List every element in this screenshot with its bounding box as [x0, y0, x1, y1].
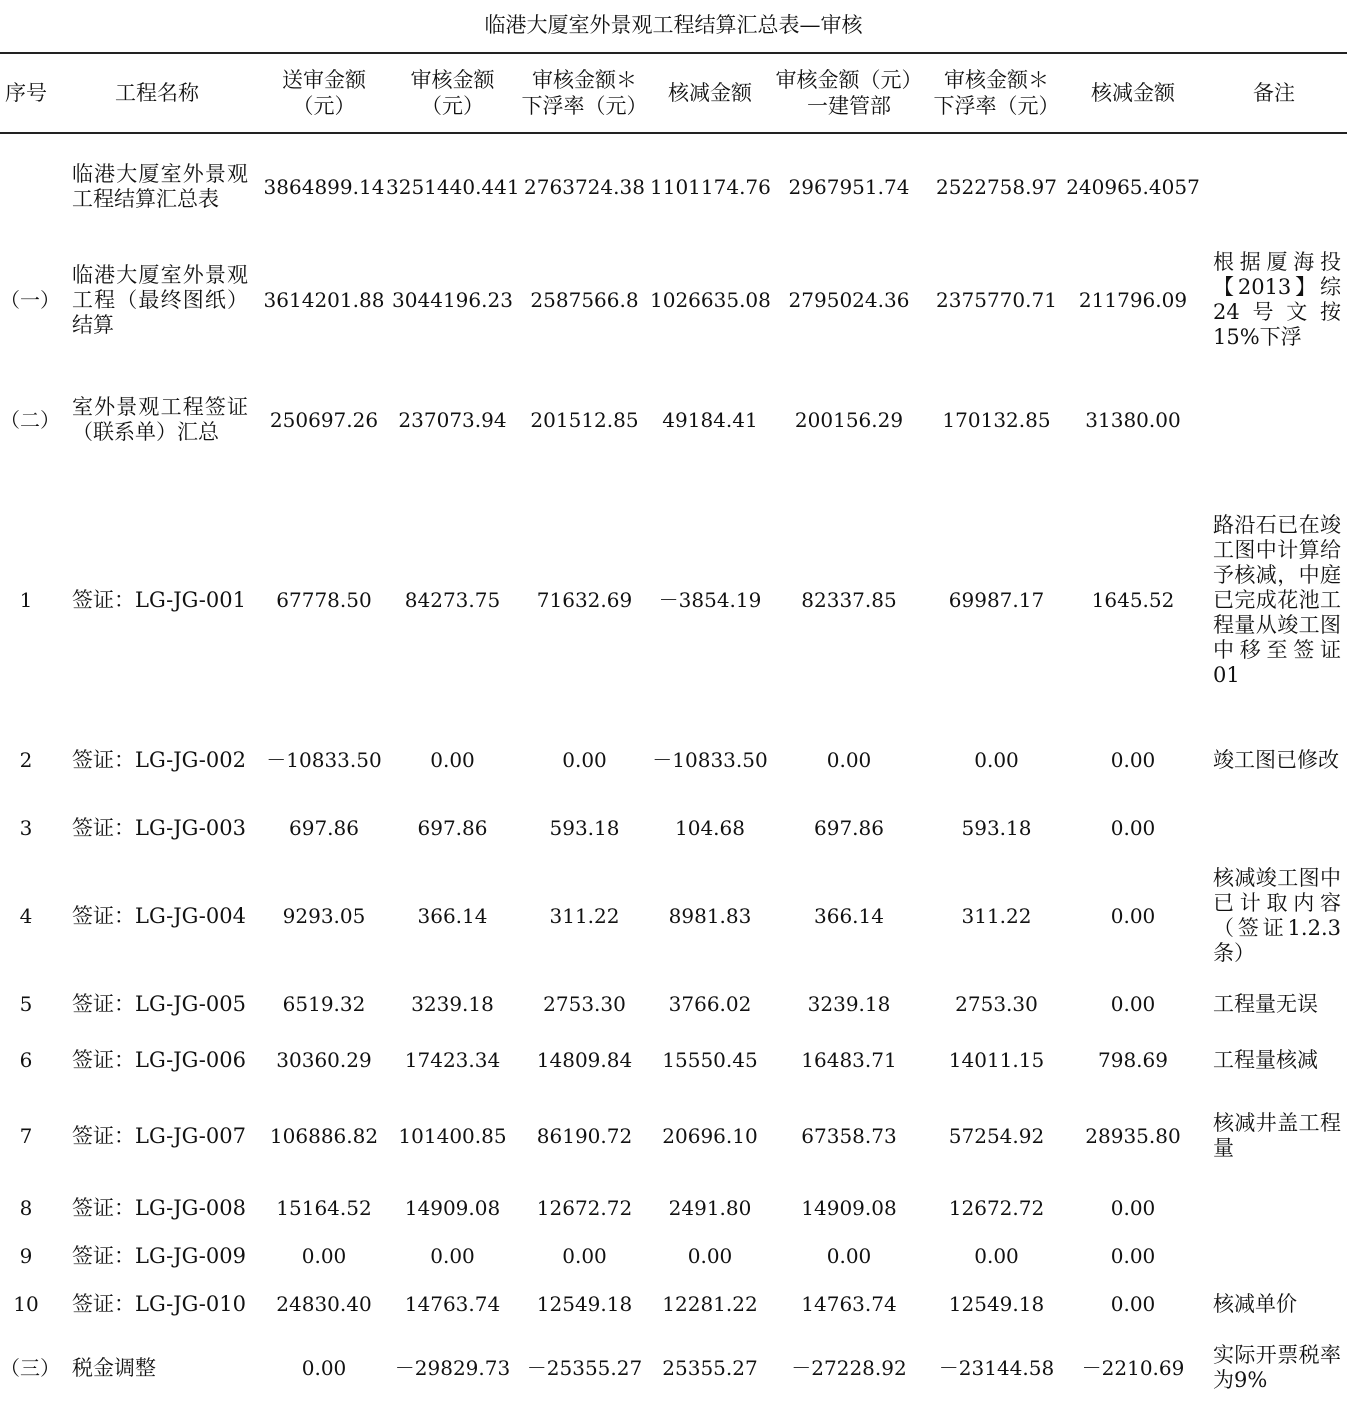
cell-seq: 2 [19, 747, 33, 772]
cell-seq: 8 [19, 1195, 33, 1220]
cell-audited: 14909.08 [404, 1195, 501, 1220]
cell-reduction-jgb: －2210.69 [1081, 1355, 1185, 1380]
cell-audited: 84273.75 [404, 587, 501, 612]
cell-remark: 核减井盖工程量 [1213, 1111, 1341, 1160]
cell-audited-discount: 201512.85 [530, 407, 639, 432]
cell-audited-discount: 2587566.8 [530, 287, 639, 312]
cell-submitted: 67778.50 [276, 587, 372, 612]
cell-reduction-jgb: 0.00 [1110, 1291, 1156, 1316]
table-row [0, 856, 1347, 976]
table-row [0, 720, 1347, 800]
cell-audited-discount: 0.00 [562, 747, 607, 772]
cell-reduction: 1101174.76 [650, 174, 771, 199]
cell-audited: 366.14 [417, 903, 488, 928]
cell-submitted: 9293.05 [282, 903, 366, 928]
cell-remark [1201, 360, 1347, 480]
cell-reduction-jgb: 0.00 [1110, 1243, 1156, 1268]
cell-audited-jgb-discount: 12672.72 [948, 1195, 1045, 1220]
cell-submitted: 250697.26 [269, 407, 379, 432]
cell-audited-jgb: 2967951.74 [788, 174, 910, 199]
table-row [0, 133, 1347, 240]
cell-audited-jgb: 3239.18 [807, 991, 891, 1016]
cell-audited-discount: 593.18 [549, 815, 620, 840]
cell-remark: 核减竣工图中已计取内容（签证1.2.3条） [1213, 866, 1341, 965]
header-line: 送审金额 [282, 68, 366, 92]
header-line: （元） [421, 94, 484, 118]
cell-audited-jgb-discount: 57254.92 [948, 1123, 1045, 1148]
cell-name: 签证：LG-JG-001 [72, 587, 246, 612]
header-reduction [650, 53, 770, 133]
table-row [0, 800, 1347, 856]
cell-reduction-jgb: 28935.80 [1085, 1123, 1181, 1148]
cell-reduction-jgb: 798.69 [1098, 1047, 1168, 1072]
cell-audited-jgb-discount: 2375770.71 [936, 287, 1057, 312]
cell-audited-jgb: 200156.29 [794, 407, 904, 432]
cell-submitted: 15164.52 [276, 1195, 372, 1220]
cell-audited: 3044196.23 [392, 287, 513, 312]
cell-remark [1201, 1184, 1347, 1232]
header-audited-jgb [770, 53, 928, 133]
header-line: 审核金额＊ [944, 68, 1049, 92]
cell-name: 签证：LG-JG-009 [72, 1243, 246, 1268]
cell-audited-jgb: －27228.92 [791, 1355, 907, 1380]
header-row [0, 53, 1347, 133]
cell-audited-jgb: 14763.74 [801, 1291, 897, 1316]
cell-audited-jgb: 2795024.36 [788, 287, 910, 312]
cell-audited: 237073.94 [398, 407, 507, 432]
cell-reduction-jgb: 211796.09 [1078, 287, 1188, 312]
cell-submitted: 3614201.88 [263, 287, 385, 312]
header-line: 审核金额 [410, 68, 495, 92]
cell-reduction: 2491.80 [668, 1195, 752, 1220]
cell-submitted: 3864899.14 [263, 174, 385, 199]
cell-seq: （一） [0, 287, 60, 312]
cell-audited-discount: －25355.27 [526, 1355, 643, 1380]
header-line: 下浮率（元） [933, 94, 1060, 118]
cell-audited-discount: 311.22 [549, 903, 620, 928]
cell-audited-jgb-discount: 311.22 [961, 903, 1032, 928]
cell-reduction-jgb: 240965.4057 [1066, 174, 1200, 199]
cell-remark [1201, 800, 1347, 856]
cell-submitted: 106886.82 [269, 1123, 379, 1148]
cell-remark: 竣工图已修改 [1213, 747, 1339, 772]
cell-audited: 0.00 [430, 747, 475, 772]
header-submitted [262, 53, 386, 133]
cell-audited-discount: 0.00 [562, 1243, 607, 1268]
header-reduction-jgb [1065, 53, 1201, 133]
cell-audited-jgb: 0.00 [826, 1243, 872, 1268]
cell-submitted: 0.00 [301, 1355, 347, 1380]
cell-audited-jgb-discount: 593.18 [961, 815, 1032, 840]
cell-remark [1201, 1232, 1347, 1280]
cell-audited: 697.86 [417, 815, 488, 840]
header-audited-discount [519, 53, 650, 133]
cell-audited-discount: 12549.18 [536, 1291, 633, 1316]
header-line: 核减金额 [668, 81, 752, 105]
cell-reduction-jgb: 0.00 [1110, 1195, 1156, 1220]
cell-audited-jgb: 14909.08 [801, 1195, 897, 1220]
header-line: 工程名称 [115, 81, 199, 105]
cell-audited: 17423.34 [404, 1047, 501, 1072]
cell-audited-jgb: 697.86 [814, 815, 884, 840]
table-title: 临港大厦室外景观工程结算汇总表—审核 [484, 13, 863, 37]
cell-seq: 7 [19, 1123, 33, 1148]
cell-seq: 9 [19, 1243, 33, 1268]
header-line: 备注 [1253, 81, 1295, 105]
cell-seq [0, 133, 52, 240]
cell-reduction: 8981.83 [668, 903, 752, 928]
cell-name: 签证：LG-JG-008 [72, 1195, 246, 1220]
table-row [0, 240, 1347, 360]
table-row [0, 1184, 1347, 1232]
cell-audited-discount: 12672.72 [536, 1195, 633, 1220]
cell-remark: 实际开票税率为9% [1213, 1343, 1341, 1392]
cell-reduction: 1026635.08 [650, 287, 771, 312]
cell-remark [1201, 133, 1347, 240]
cell-audited-jgb: 16483.71 [801, 1047, 897, 1072]
header-line: 核减金额 [1091, 81, 1175, 105]
header-line: 一建管部 [807, 94, 891, 118]
table-row [0, 1088, 1347, 1184]
table-row [0, 480, 1347, 720]
cell-name: 税金调整 [72, 1355, 156, 1380]
cell-seq: 5 [19, 991, 33, 1016]
table-row [0, 1328, 1347, 1408]
header-line: 下浮率（元） [521, 94, 648, 118]
cell-audited-jgb-discount: 170132.85 [942, 407, 1051, 432]
cell-audited-jgb-discount: 0.00 [974, 747, 1019, 772]
cell-reduction: －10833.50 [652, 747, 768, 772]
cell-audited-jgb-discount: 2522758.97 [936, 174, 1057, 199]
cell-name: 签证：LG-JG-005 [72, 991, 246, 1016]
cell-audited-jgb-discount: 2753.30 [955, 991, 1038, 1016]
cell-remark: 路沿石已在竣工图中计算给予核减，中庭已完成花池工程量从竣工图中移至签证01 [1213, 512, 1341, 687]
table-row [0, 1032, 1347, 1088]
header-line: （元） [292, 94, 356, 118]
cell-reduction-jgb: 0.00 [1110, 991, 1156, 1016]
cell-audited: 0.00 [430, 1243, 475, 1268]
cell-reduction: 104.68 [675, 815, 745, 840]
cell-seq: 3 [19, 815, 33, 840]
header-remark [1201, 53, 1347, 133]
cell-audited: －29829.73 [394, 1355, 511, 1380]
cell-seq: 4 [19, 903, 33, 928]
cell-reduction: 0.00 [687, 1243, 733, 1268]
cell-name: 室外景观工程签证（联系单）汇总 [72, 395, 248, 444]
cell-audited-discount: 14809.84 [536, 1047, 633, 1072]
cell-audited: 3239.18 [411, 991, 494, 1016]
cell-seq: （二） [0, 407, 60, 432]
cell-reduction-jgb: 1645.52 [1091, 587, 1175, 612]
header-line: 审核金额＊ [532, 68, 637, 92]
cell-name: 签证：LG-JG-003 [72, 815, 246, 840]
header-audited [386, 53, 519, 133]
table-body [0, 133, 1347, 1408]
table-row [0, 1280, 1347, 1328]
cell-reduction-jgb: 0.00 [1110, 903, 1156, 928]
cell-reduction: 12281.22 [662, 1291, 758, 1316]
cell-audited-jgb-discount: 12549.18 [948, 1291, 1045, 1316]
cell-name: 签证：LG-JG-010 [72, 1291, 246, 1316]
cell-submitted: 0.00 [301, 1243, 347, 1268]
cell-audited-jgb-discount: 14011.15 [948, 1047, 1045, 1072]
cell-audited-discount: 86190.72 [536, 1123, 633, 1148]
table-row [0, 976, 1347, 1032]
header-line: 序号 [5, 81, 47, 105]
cell-name: 签证：LG-JG-004 [72, 903, 246, 928]
cell-reduction: －3854.19 [658, 587, 762, 612]
cell-name: 临港大厦室外景观工程结算汇总表 [72, 162, 248, 211]
settlement-summary-table [0, 52, 1347, 1408]
cell-audited-jgb-discount: 69987.17 [948, 587, 1045, 612]
cell-audited: 101400.85 [398, 1123, 507, 1148]
cell-name: 临港大厦室外景观工程（最终图纸）结算 [72, 262, 248, 337]
cell-audited-jgb: 82337.85 [801, 587, 897, 612]
cell-submitted: 697.86 [289, 815, 359, 840]
cell-audited: 3251440.441 [386, 174, 520, 199]
header-name [52, 53, 262, 133]
cell-remark: 根据厦海投【2013】综24号文按15%下浮 [1213, 250, 1341, 349]
cell-name: 签证：LG-JG-007 [72, 1123, 246, 1148]
table-row [0, 360, 1347, 480]
cell-audited: 14763.74 [404, 1291, 501, 1316]
cell-reduction: 25355.27 [662, 1355, 758, 1380]
header-line: 审核金额（元） [775, 68, 923, 92]
table-row [0, 1232, 1347, 1280]
cell-remark: 核减单价 [1213, 1291, 1297, 1316]
cell-audited-discount: 2753.30 [543, 991, 626, 1016]
cell-audited-jgb: 0.00 [826, 747, 872, 772]
cell-submitted: 30360.29 [276, 1047, 372, 1072]
cell-name: 签证：LG-JG-006 [72, 1047, 246, 1072]
cell-seq: 10 [13, 1291, 39, 1316]
cell-name: 签证：LG-JG-002 [72, 747, 246, 772]
cell-submitted: 24830.40 [276, 1291, 372, 1316]
cell-remark: 工程量无误 [1213, 991, 1318, 1016]
cell-audited-discount: 2763724.38 [524, 174, 645, 199]
cell-reduction-jgb: 31380.00 [1085, 407, 1181, 432]
cell-seq: （三） [0, 1355, 60, 1380]
cell-reduction-jgb: 0.00 [1110, 747, 1156, 772]
cell-audited-jgb-discount: 0.00 [974, 1243, 1019, 1268]
cell-audited-jgb: 67358.73 [801, 1123, 897, 1148]
cell-seq: 1 [19, 587, 33, 612]
cell-audited-jgb-discount: －23144.58 [938, 1355, 1055, 1380]
header-audited-jgb-discount [928, 53, 1065, 133]
cell-remark: 工程量核减 [1213, 1047, 1318, 1072]
cell-submitted: －10833.50 [266, 747, 382, 772]
cell-reduction: 15550.45 [662, 1047, 758, 1072]
cell-seq: 6 [19, 1047, 33, 1072]
header-seq [0, 53, 52, 133]
cell-reduction-jgb: 0.00 [1110, 815, 1156, 840]
cell-submitted: 6519.32 [282, 991, 366, 1016]
table-header [0, 53, 1347, 133]
cell-reduction: 49184.41 [662, 407, 758, 432]
cell-audited-jgb: 366.14 [814, 903, 884, 928]
cell-reduction: 3766.02 [668, 991, 752, 1016]
cell-audited-discount: 71632.69 [536, 587, 633, 612]
cell-reduction: 20696.10 [662, 1123, 758, 1148]
